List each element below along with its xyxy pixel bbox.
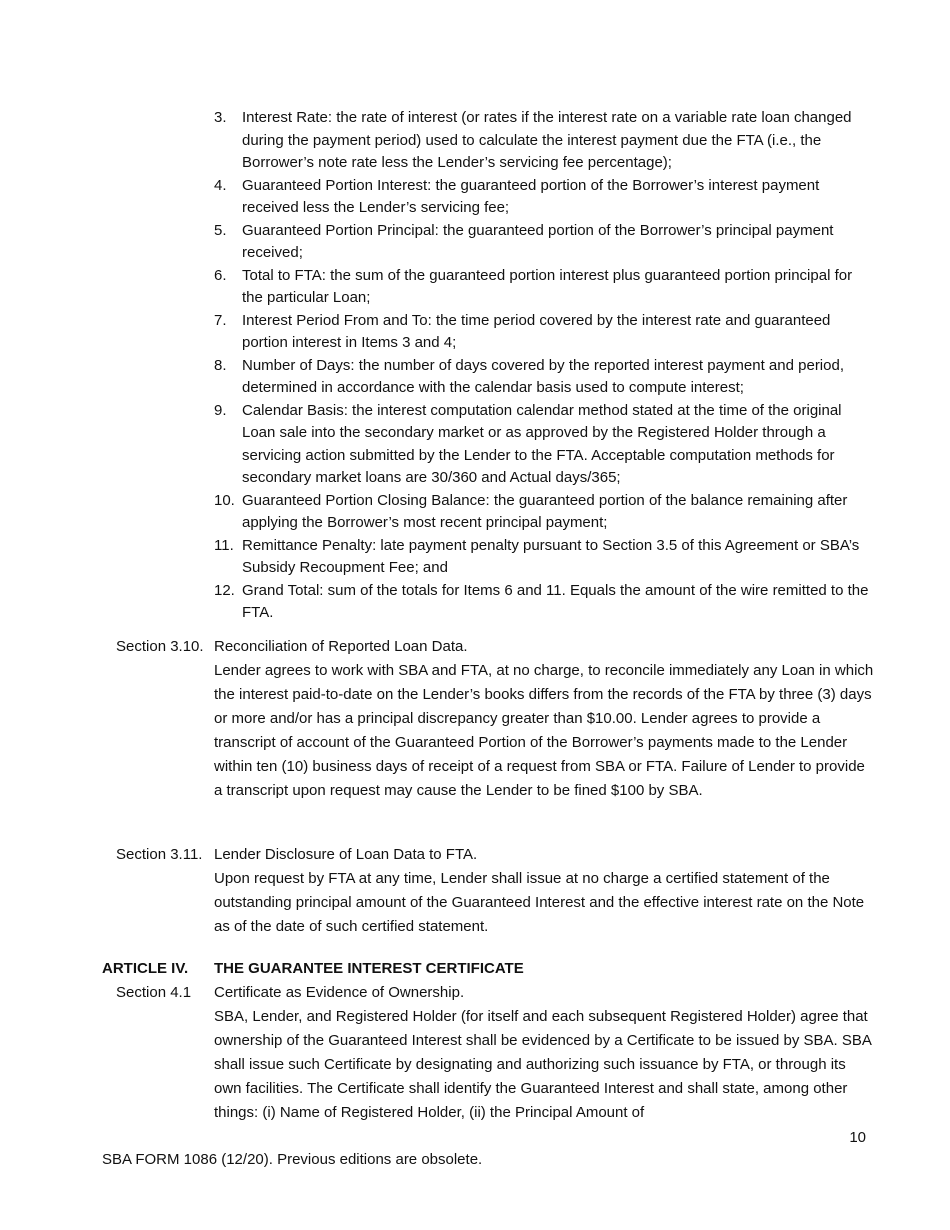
section-title: Lender Disclosure of Loan Data to FTA. <box>214 846 478 863</box>
list-item: 11. Remittance Penalty: late payment penalty pursuant to Section 3.5 of this Agreement or SBA’s Subsidy Recoupment Fee; and <box>214 536 860 576</box>
section-label: Section 3.10. <box>116 638 204 655</box>
list-item: 12. Grand Total: sum of the totals for Items 6 and 11. Equals the amount of the wire remitted to the FTA. <box>214 581 869 621</box>
footer: SBA FORM 1086 (12/20). Previous editions are obsolete. <box>102 1151 483 1168</box>
list-item: 4. Guaranteed Portion Interest: the guaranteed portion of the Borrower’s interest payment received less the Lender’s servicing fee; <box>214 176 820 216</box>
page-number: 10 <box>849 1129 866 1146</box>
article-title: THE GUARANTEE INTEREST CERTIFICATE <box>214 960 524 977</box>
section-title: Certificate as Evidence of Ownership. <box>214 984 465 1001</box>
list-item: 8. Number of Days: the number of days covered by the reported interest payment and period, determined in accordance with the calendar basis used to compute interest; <box>214 356 844 396</box>
article-heading <box>102 958 524 981</box>
section-4-1 <box>116 982 876 1125</box>
section-3-10 <box>116 636 876 803</box>
list-item: 3. Interest Rate: the rate of interest (or rates if the interest rate on a variable rate loan changed during the payment period) used to calculate the interest payment due the FTA (i.e., the Borrower’s note rate less the Lender’s servicing fee percentage); <box>214 109 852 171</box>
article-label: ARTICLE IV. <box>102 960 189 977</box>
section-body: Upon request by FTA at any time, Lender shall issue at no charge a certified statement of the outstanding principal amount of the Guaranteed Interest and the effective interest rate on the Note as of the date of such certified statement. <box>214 869 865 935</box>
section-label: Section 3.11. <box>116 846 203 863</box>
list-item: 10. Guaranteed Portion Closing Balance: the guaranteed portion of the balance remaining after applying the Borrower’s most recent principal payment; <box>214 491 848 531</box>
list-item: 9. Calendar Basis: the interest computation calendar method stated at the time of the original Loan sale into the secondary market or as approved by the Registered Holder through a servicing action submitted by the Lender to the FTA. Acceptable computation methods for secondary market loans are 30/360 and Actual days/365; <box>214 401 842 486</box>
section-body: Lender agrees to work with SBA and FTA, at no charge, to reconcile immediately any Loan in which the interest paid-to-date on the Lender’s books differs from the records of the FTA by three (3) days or more and/or has a principal discrepancy greater than $10.00. Lender agrees to provide a transcript of account of the Guaranteed Portion of the Borrower’s payments made to the Lender within ten (10) business days of receipt of a request from SBA or FTA. Failure of Lender to provide a transcript upon request may cause the Lender to be fined $100 by SBA. <box>214 661 874 799</box>
section-3-11 <box>116 844 876 939</box>
list-item: 6. Total to FTA: the sum of the guaranteed portion interest plus guaranteed portion principal for the particular Loan; <box>214 266 853 306</box>
list-item: 7. Interest Period From and To: the time period covered by the interest rate and guaranteed portion interest in Items 3 and 4; <box>214 311 831 351</box>
section-title: Reconciliation of Reported Loan Data. <box>214 638 468 655</box>
definition-list <box>214 107 874 625</box>
section-body: SBA, Lender, and Registered Holder (for itself and each subsequent Registered Holder) agree that ownership of the Guaranteed Interest shall be evidenced by a Certificate to be issued by SBA. SBA shall issue such Certificate by designating and authorizing such issuance by FTA, or through its own facilities. The Certificate shall identify the Guaranteed Interest and shall state, among other things: (i) Name of Registered Holder, (ii) the Principal Amount of <box>214 1007 872 1121</box>
list-item: 5. Guaranteed Portion Principal: the guaranteed portion of the Borrower’s principal payment received; <box>214 221 834 261</box>
section-label: Section 4.1 <box>116 984 192 1001</box>
